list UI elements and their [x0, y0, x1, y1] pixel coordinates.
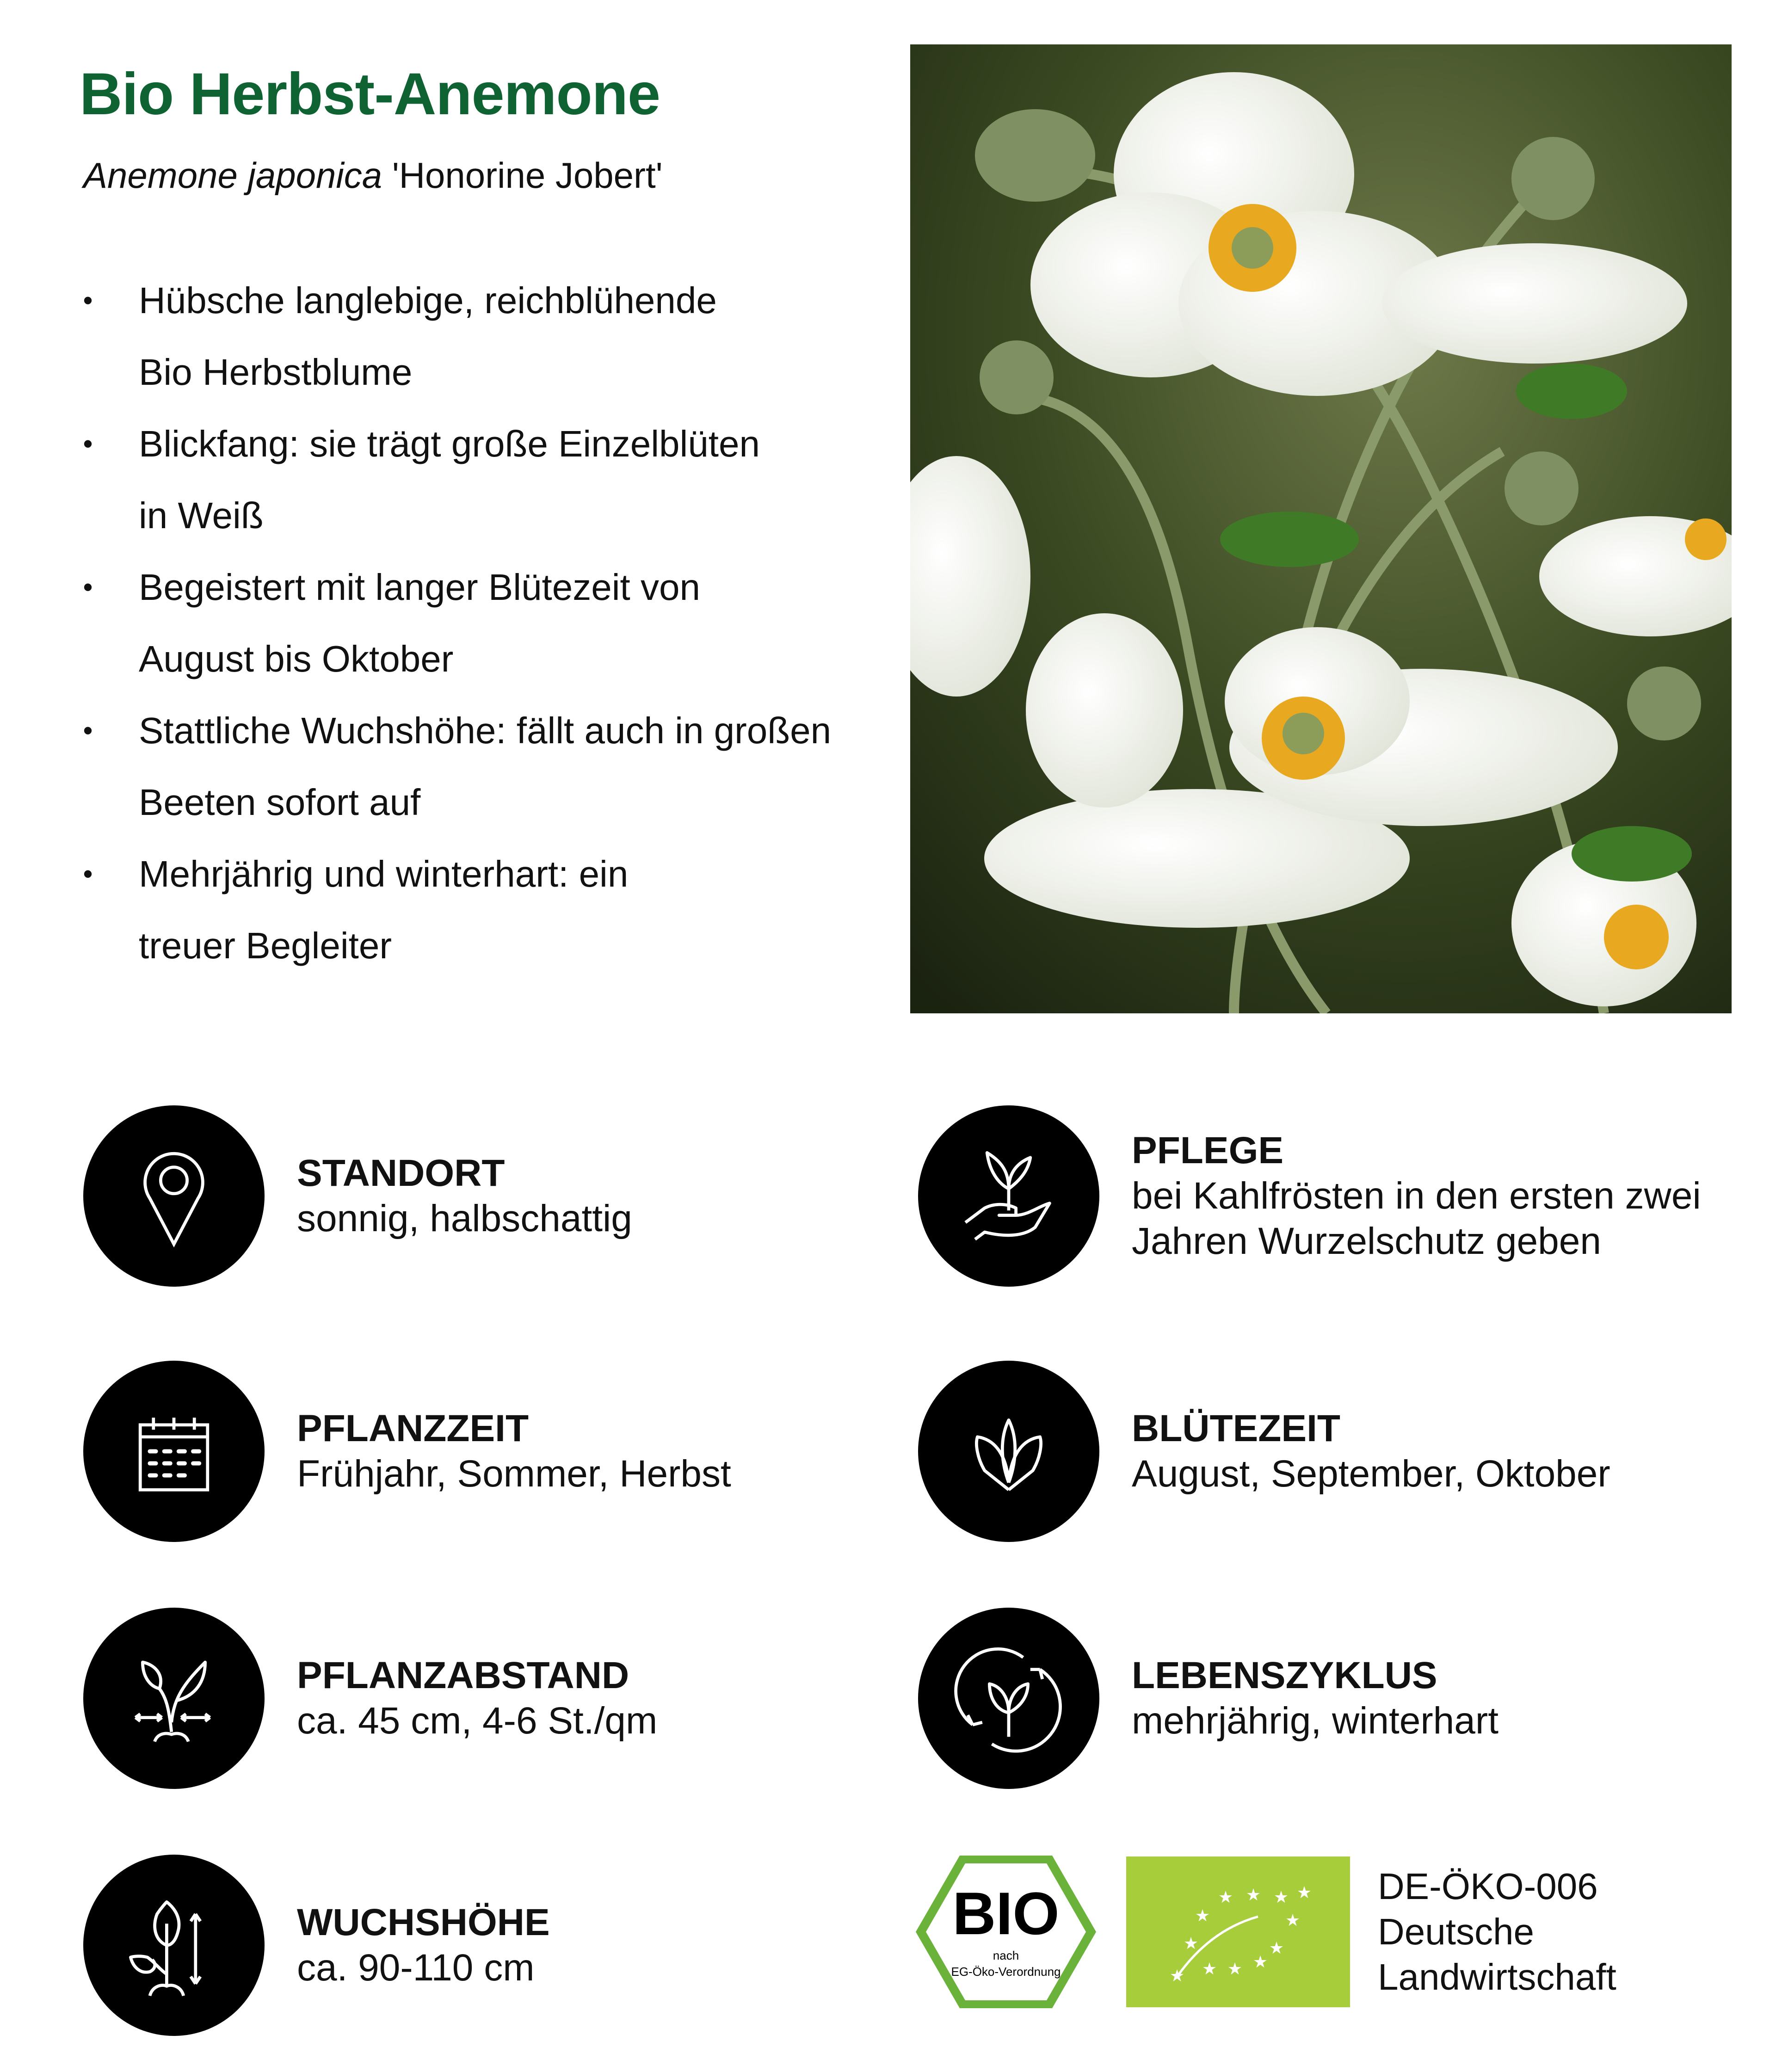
svg-text:★: ★ [1218, 1888, 1233, 1907]
anemone-photo-illustration [910, 44, 1732, 1013]
highlights-list [79, 265, 893, 981]
svg-text:★: ★ [1252, 1953, 1268, 1972]
location-pin-icon [83, 1105, 265, 1287]
svg-text:★: ★ [1296, 1883, 1312, 1902]
feature-text: PFLANZABSTAND ca. 45 cm, 4-6 St./qm [297, 1654, 658, 1742]
svg-text:★: ★ [1169, 1967, 1185, 1986]
bio-seal-logo [913, 1853, 1098, 2010]
latin-name: Anemone japonica [83, 155, 382, 196]
product-title: Bio Herbst-Anemone [80, 61, 660, 127]
highlight-item: • Stattliche Wuchshöhe: fällt auch in großen Beeten sofort auf [79, 695, 893, 838]
svg-text:★: ★ [1183, 1934, 1199, 1953]
svg-text:★: ★ [1273, 1888, 1289, 1907]
cultivar-name: 'Honorine Jobert' [392, 155, 663, 196]
plant-spacing-icon [83, 1608, 265, 1789]
feature-text: BLÜTEZEIT August, September, Oktober [1132, 1407, 1610, 1495]
product-photo [910, 44, 1732, 1013]
feature-lebenszyklus [918, 1608, 1498, 1789]
feature-standort [83, 1105, 632, 1287]
feature-text: PFLANZZEIT Frühjahr, Sommer, Herbst [297, 1407, 731, 1495]
certification-text: DE-ÖKO-006 Deutsche Landwirtschaft [1378, 1864, 1616, 2000]
bullet-icon: • [83, 428, 93, 459]
bullet-icon: • [83, 285, 93, 316]
feature-text: STANDORT sonnig, halbschattig [297, 1152, 632, 1240]
highlight-item: • Blickfang: sie trägt große Einzelblüten in Weiß [79, 408, 893, 551]
highlight-item: • Hübsche langlebige, reichblühende Bio Herbstblume [79, 265, 893, 408]
control-body-code: DE-ÖKO-006 [1378, 1866, 1598, 1907]
svg-text:★: ★ [1285, 1911, 1301, 1930]
svg-text:★: ★ [1202, 1960, 1217, 1979]
svg-text:★: ★ [1246, 1886, 1261, 1905]
bullet-icon: • [83, 715, 93, 746]
botanical-name [83, 155, 663, 196]
feature-text: WUCHSHÖHE ca. 90-110 cm [297, 1901, 550, 1989]
svg-text:★: ★ [1227, 1960, 1243, 1979]
flower-bud-icon [918, 1361, 1099, 1542]
calendar-icon [83, 1361, 265, 1542]
certification-row [913, 1856, 1616, 2008]
feature-pflanzzeit [83, 1361, 731, 1542]
feature-pflege [918, 1105, 1701, 1287]
svg-text:EG-Öko-Verordnung: EG-Öko-Verordnung [951, 1965, 1061, 1979]
highlight-item: • Begeistert mit langer Blütezeit von August bis Oktober [79, 551, 893, 695]
plant-height-icon [83, 1855, 265, 2036]
bullet-icon: • [83, 572, 93, 603]
life-cycle-icon [918, 1608, 1099, 1789]
feature-text: PFLEGE bei Kahlfrösten in den ersten zwei Jahren Wurzelschutz geben [1132, 1129, 1701, 1262]
highlight-item: • Mehrjährig und winterhart: ein treuer Begleiter [79, 838, 893, 981]
svg-text:★: ★ [1195, 1906, 1210, 1925]
bullet-icon: • [83, 858, 93, 889]
feature-bluetezeit [918, 1361, 1610, 1542]
eu-organic-leaf-logo [1126, 1856, 1350, 2007]
svg-text:★: ★ [1269, 1939, 1284, 1958]
seedling-in-hand-icon [918, 1105, 1099, 1287]
feature-text: LEBENSZYKLUS mehrjährig, winterhart [1132, 1654, 1498, 1742]
bio-seal-word: BIO [952, 1880, 1060, 1947]
feature-wuchshoehe [83, 1855, 550, 2036]
svg-text:nach: nach [993, 1949, 1019, 1962]
feature-pflanzabstand [83, 1608, 657, 1789]
